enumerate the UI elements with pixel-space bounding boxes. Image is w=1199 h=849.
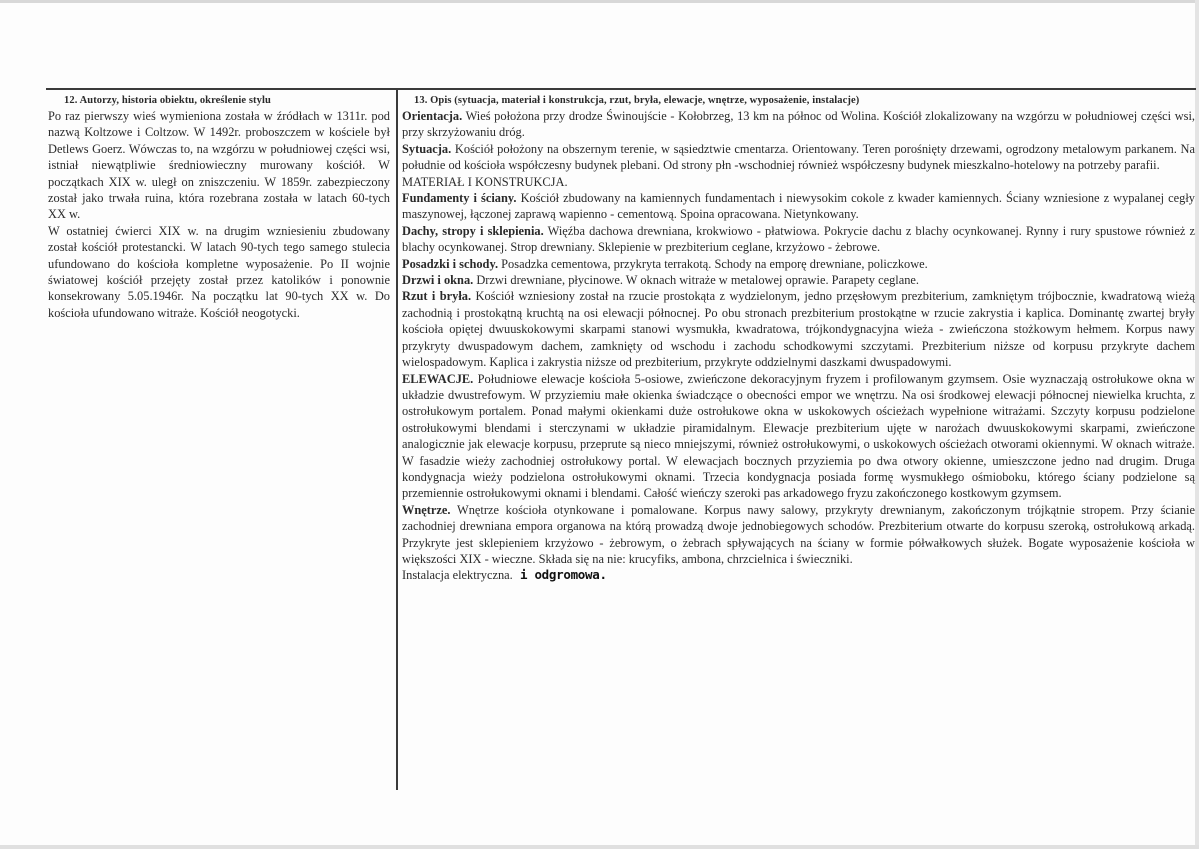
left-column [48, 93, 390, 321]
section-12-heading: 12. Autorzy, historia obiektu, określenie stylu [64, 95, 271, 106]
instalacja-paragraph [402, 567, 1195, 583]
dachy-text: Więźba dachowa drewniana, krokwiowo - płatwiowa. Pokrycie dachu z blachy ocynkowanej. Rynny i rury spustowe również z blachy ocynkowanej. Strop drewniany. Sklepienie w prezbiterium ceglane, krzyżowo - żebrowe. [402, 223, 1195, 255]
fundamenty-label: Fundamenty i ściany. [402, 191, 517, 206]
posadzki-paragraph [402, 256, 1195, 272]
wnetrze-label: Wnętrze. [402, 502, 451, 517]
elewacje-text: Południowe elewacje kościoła 5-osiowe, zwieńczone dekoracyjnym fryzem i profilowanym gzymsem. Osie wyznaczają ostrołukowe okna w układzie dwustrefowym. W przyziemiu małe okienka świadczące o obecności empor we wnętrzu. Na osi środkowej elewacji północnej niewielka kruchta, z ostrołukowym portalem. Ponad małymi okienkami duże ostrołukowe okna w uskokowych ościeżach wypełnione witrażami. Szczyty korpusu podzielone ostrołukowymi blendami i sterczynami w układzie piramidalnym. Elewacje prezbiterium ujęte w narożach dwuuskokowymi skarpami, zwieńczone analogicznie jak elewacje korpusu, przeprute są nieco mniejszymi, również ostrołukowymi, o uskokowych ościeżach otworami okiennymi. W oknach witraże. W fasadzie wieży zachodniej ostrołukowy portal. W elewacjach bocznych przyziemia po dwa otwory okienne, umieszczone jedno nad drugim. Druga kondygnacja wieży podzielona ostrołukowymi oknami. Trzecia kondygnacja posiada formę wysmukłego ośmioboku, którego ściany podzielone są przemiennie ostrołukowymi oknami i blendami. Całość wieńczy szeroki pas arkadowego fryzu zakończonego kostkowym gzymsem. [402, 371, 1195, 501]
orientacja-text: Wieś położona przy drodze Świnoujście - Kołobrzeg, 13 km na północ od Wolina. Kościół zlokalizowany na wzgórzu w południowej części wsi, przy skrzyżowaniu dróg. [402, 109, 1195, 140]
page-edge-top [0, 0, 1199, 3]
rzut-label: Rzut i bryła. [402, 289, 472, 304]
fundamenty-paragraph [402, 190, 1195, 223]
wnetrze-paragraph [402, 502, 1195, 568]
drzwi-paragraph [402, 272, 1195, 288]
material-heading: MATERIAŁ I KONSTRUKCJA. [402, 174, 568, 189]
elewacje-paragraph [402, 371, 1195, 502]
section-13-heading: 13. Opis (sytuacja, materiał i konstrukcja, rzut, bryła, elewacje, wnętrze, wyposażenie, instalacje) [414, 95, 860, 106]
posadzki-label: Posadzki i schody. [402, 256, 499, 271]
handwritten-note: i odgromowa. [512, 567, 607, 583]
fundamenty-text: Kościół zbudowany na kamiennych fundamentach i niewysokim cokole z kwader kamiennych. Ściany wzniesione z wypalanej cegły maszynowej, łączonej zaprawą wapienno - cementową. Spoina opracowana. Nietynkowany. [402, 191, 1195, 222]
history-paragraph-2: W ostatniej ćwierci XIX w. na drugim wzniesieniu zbudowany został kościół protestancki. W latach 90-tych tego samego stulecia ufundowano do kościoła kompletne wyposażenie. Po II wojnie światowej kościół przejęty został przez katolików i ponownie konsekrowany 5.05.1946r. Na początku lat 90-tych XX w. Do kościoła ufundowano witraże. Kościół neogotycki. [48, 223, 390, 320]
wnetrze-text: Wnętrze kościoła otynkowane i pomalowane. Korpus nawy salowy, przykryty drewnianym, zakończonym trójkątnie stropem. Przy ścianie zachodniej drewniana empora organowa na którą prowadzą dwoje jednobiegowych schodów. Prezbiterium otwarte do korpusu szeroką, ostrołukową arkadą. Przykryte jest sklepieniem krzyżowo - żebrowym, o żebrach spływających na ściany w formie półwałkowych służek. Bogate wyposażenie kościoła w większości XIX - wieczne. Składa się na nie: krucyfiks, ambona, chrzcielnica i świeczniki. [402, 502, 1195, 566]
dachy-paragraph [402, 223, 1195, 256]
page-edge-bottom [0, 845, 1199, 849]
instalacja-text: Instalacja elektryczna. [402, 568, 513, 583]
orientacja-paragraph [402, 108, 1195, 141]
elewacje-label: ELEWACJE. [402, 371, 474, 386]
dachy-label: Dachy, stropy i sklepienia. [402, 223, 544, 238]
sytuacja-paragraph [402, 141, 1195, 174]
rzut-text: Kościół wzniesiony został na rzucie prostokąta z wydzielonym, jedno przęsłowym prezbiterium, zamkniętym trójbocznie, kwadratową wieżą zachodnią i prostokątną kruchtą na osi elewacji północnej. Po obu stronach prezbiterium prostokątne w rzucie zakrystia i kaplica. Dominantę zwartej bryły kościoła opiętej dwuuskokowymi skarpami stanowi wysmukła, kwadratowa, trójkondygnacyjna wieża - zwieńczona stożkowym hełmem. Korpus nawy przykryty dwuspadowym dachem, zamknięty od wschodu i zachodu schodkowymi szczytami. Prezbiterium niższe od korpusu przykryte dachem wielospadowym. Kaplica i zakrystia niższe od prezbiterium, przykryte oddzielnymi daszkami dwuspadowymi. [402, 289, 1195, 370]
posadzki-text: Posadzka cementowa, przykryta terrakotą. Schody na emporę drewniane, policzkowe. [498, 256, 928, 271]
history-paragraph-1: Po raz pierwszy wieś wymieniona została w źródłach w 1311r. pod nazwą Koltzowe i Coltzow. W 1492r. proboszczem w kościele był Detlews Goerz. Wówczas to, na wzgórzu w południowej części wsi, istniał niewątpliwie średniowieczny murowany kościół. W początkach XIX w. uległ on zniszczeniu. W 1859r. zabezpieczony został jako trwała ruina, która rozebrana została w latach 60-tych XX w. [48, 109, 390, 222]
page-edge-right [1195, 0, 1199, 849]
drzwi-text: Drzwi drewniane, płycinowe. W oknach witraże w metalowej oprawie. Parapety ceglane. [473, 273, 920, 288]
rzut-paragraph [402, 288, 1195, 370]
drzwi-label: Drzwi i okna. [402, 273, 474, 288]
top-divider [46, 88, 1196, 90]
sytuacja-label: Sytuacja. [402, 141, 452, 156]
sytuacja-text: Kościół położony na obszernym terenie, w sąsiedztwie cmentarza. Orientowany. Teren porośnięty drzewami, ogrodzony metalowym parkanem. Na południe od kościoła współczesny budynek plebani. Od strony płn -wschodniej również współczesny budynek mieszkalno-hotelowy na potrzeby parafii. [402, 141, 1195, 173]
column-divider [396, 90, 398, 790]
right-column [402, 93, 1195, 584]
orientacja-label: Orientacja. [402, 109, 463, 123]
